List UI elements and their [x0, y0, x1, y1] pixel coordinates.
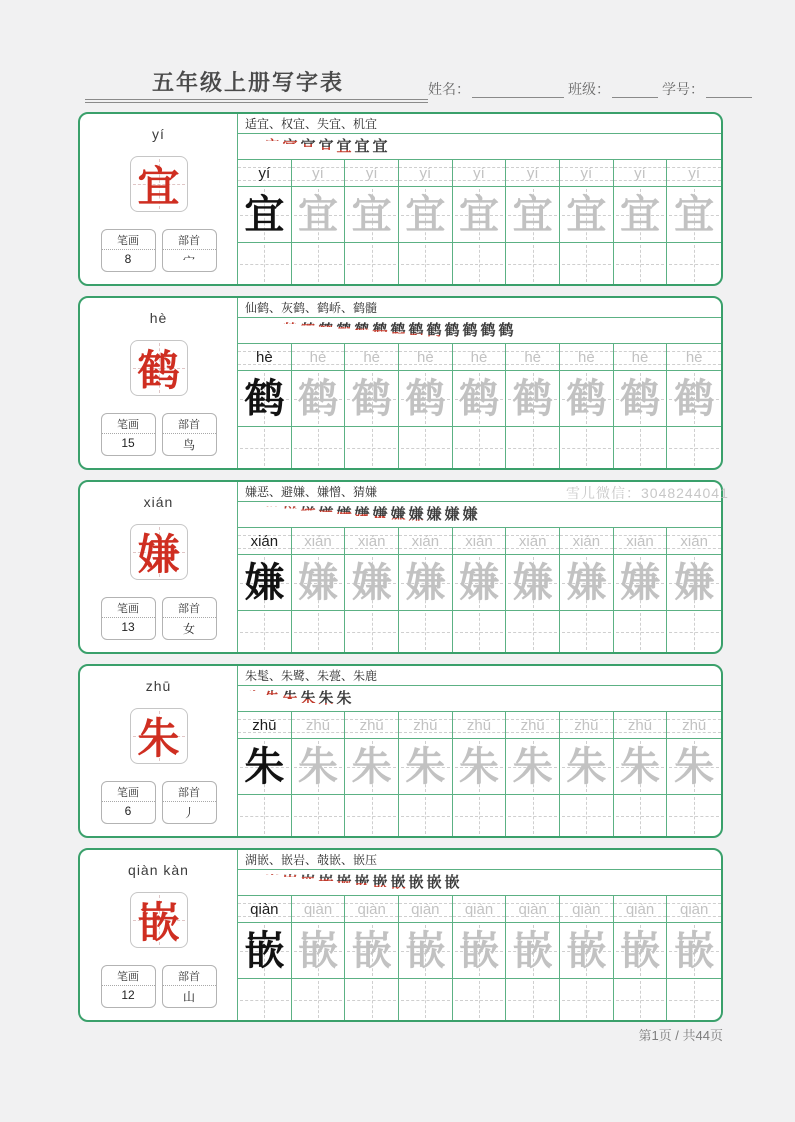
pinyin-cell: qiàn [614, 896, 668, 922]
pinyin-cell: hè [292, 344, 346, 370]
stroke-count-label: 笔画 [102, 782, 155, 802]
empty-cell [292, 979, 346, 1020]
character-card [130, 892, 188, 948]
pinyin-cell: zhū [560, 712, 614, 738]
pinyin-practice-row [238, 528, 721, 555]
stroke-step: 鹤 [353, 319, 371, 343]
character-cell: 朱 [614, 739, 668, 794]
stroke-step: 嵌 [371, 871, 389, 895]
radical-box [162, 597, 217, 640]
pinyin-cell: zhū [506, 712, 560, 738]
character-cell: 朱 [238, 739, 292, 794]
stroke-step: 嵌 [425, 871, 443, 895]
pinyin-cell: xián [560, 528, 614, 554]
stroke-step: 嫌 [263, 503, 281, 527]
stroke-count-label: 笔画 [102, 966, 155, 986]
pinyin-label: zhū [145, 678, 172, 694]
radical-value: 丿 [182, 806, 195, 820]
pinyin-cell: yí [614, 160, 668, 186]
pinyin-cell: hè [399, 344, 453, 370]
class-label: 班级： [568, 81, 610, 97]
stroke-count-label: 笔画 [102, 230, 155, 250]
character-cell: 嵌 [560, 923, 614, 978]
character-card [130, 524, 188, 580]
character-block [78, 664, 723, 838]
character-cell: 嫌 [238, 555, 292, 610]
empty-cell [560, 243, 614, 284]
stroke-step: 鹤 [479, 319, 497, 343]
stroke-step: 朱 [263, 687, 281, 711]
pinyin-cell: yí [506, 160, 560, 186]
radical-value: 女 [182, 622, 195, 636]
character-cell: 宜 [292, 187, 346, 242]
stroke-step: 宜 [281, 135, 299, 159]
character-summary-panel [80, 666, 237, 836]
empty-cell [453, 979, 507, 1020]
character-cell: 鹤 [292, 371, 346, 426]
empty-cell [238, 243, 292, 284]
stroke-step: 朱 [335, 687, 353, 711]
radical-value: 宀 [182, 254, 195, 268]
stroke-step: 宜 [317, 135, 335, 159]
practice-grid-panel [237, 666, 721, 836]
main-character: 宜 [137, 163, 180, 210]
pinyin-cell: yí [345, 160, 399, 186]
pinyin-cell: zhū [238, 712, 292, 738]
pinyin-cell: xián [345, 528, 399, 554]
stroke-step: 嵌 [263, 871, 281, 895]
empty-cell [345, 611, 399, 652]
character-practice-row [238, 187, 721, 243]
stroke-step: 鹤 [407, 319, 425, 343]
pinyin-cell: hè [560, 344, 614, 370]
stroke-step: 宜 [263, 135, 281, 159]
pinyin-label: yí [152, 126, 165, 142]
pinyin-practice-row [238, 896, 721, 923]
stroke-step: 嫌 [443, 503, 461, 527]
pinyin-cell: yí [453, 160, 507, 186]
stroke-count-value: 6 [124, 804, 132, 818]
stroke-count-value: 8 [124, 252, 132, 266]
pinyin-cell: qiàn [453, 896, 507, 922]
empty-cell [399, 611, 453, 652]
pinyin-cell: yí [292, 160, 346, 186]
radical-label: 部首 [163, 230, 216, 250]
character-practice-row [238, 555, 721, 611]
stroke-step: 嵌 [281, 871, 299, 895]
stroke-step: 鹤 [317, 319, 335, 343]
radical-box [162, 229, 217, 272]
example-words: 朱髦、朱鹭、朱甍、朱鹿 [238, 666, 721, 686]
character-cell: 朱 [667, 739, 721, 794]
character-cell: 鹤 [614, 371, 668, 426]
character-cell: 嫌 [453, 555, 507, 610]
empty-cell [667, 427, 721, 468]
empty-cell [614, 979, 668, 1020]
stroke-count-value: 15 [121, 436, 135, 450]
stroke-step: 宜 [245, 135, 263, 159]
stroke-step: 嵌 [389, 871, 407, 895]
stroke-step: 鹤 [371, 319, 389, 343]
empty-cell [345, 243, 399, 284]
stroke-step: 朱 [317, 687, 335, 711]
practice-grid-panel [237, 850, 721, 1020]
character-summary-panel [80, 298, 237, 468]
pinyin-label: xián [143, 494, 174, 510]
empty-cell [238, 795, 292, 836]
stroke-step: 鹤 [425, 319, 443, 343]
info-boxes [80, 597, 237, 640]
empty-cell [667, 979, 721, 1020]
character-cell: 朱 [292, 739, 346, 794]
character-cell: 嵌 [399, 923, 453, 978]
pinyin-cell: qiàn [506, 896, 560, 922]
example-words: 适宜、权宜、失宜、机宜 [238, 114, 721, 134]
empty-cell [506, 611, 560, 652]
pinyin-cell: hè [614, 344, 668, 370]
example-words: 嫌恶、避嫌、嫌憎、猜嫌 [238, 482, 721, 502]
empty-cell [560, 611, 614, 652]
pinyin-cell: hè [238, 344, 292, 370]
stroke-step: 嫌 [371, 503, 389, 527]
practice-grid-panel [237, 482, 721, 652]
pinyin-cell: qiàn [345, 896, 399, 922]
character-cell: 嫌 [399, 555, 453, 610]
character-cell: 嫌 [560, 555, 614, 610]
stroke-order-row [238, 686, 721, 712]
stroke-step: 嫌 [299, 503, 317, 527]
stroke-step: 嫌 [407, 503, 425, 527]
empty-cell [506, 979, 560, 1020]
character-cell: 嵌 [238, 923, 292, 978]
stroke-step: 嫌 [353, 503, 371, 527]
character-cell: 鹤 [238, 371, 292, 426]
empty-cell [345, 795, 399, 836]
example-words: 仙鹤、灰鹤、鹤峤、鹤髓 [238, 298, 721, 318]
character-card [130, 708, 188, 764]
stroke-count-box [101, 965, 156, 1008]
pinyin-practice-row [238, 712, 721, 739]
stroke-step: 鹤 [443, 319, 461, 343]
main-character: 嵌 [137, 899, 180, 946]
stroke-step: 嫌 [461, 503, 479, 527]
empty-cell [453, 243, 507, 284]
student-fields [428, 79, 756, 99]
pinyin-label: hè [149, 310, 168, 326]
empty-cell [238, 611, 292, 652]
page-number: 第1页 / 共44页 [638, 1028, 723, 1043]
empty-cell [560, 979, 614, 1020]
pinyin-cell: xián [238, 528, 292, 554]
pinyin-cell: qiàn [560, 896, 614, 922]
empty-cell [292, 611, 346, 652]
pinyin-cell: yí [238, 160, 292, 186]
radical-value: 山 [182, 990, 195, 1004]
character-cell: 嫌 [345, 555, 399, 610]
character-cell: 朱 [453, 739, 507, 794]
pinyin-cell: qiàn [292, 896, 346, 922]
stroke-step: 嫌 [335, 503, 353, 527]
character-cell: 嵌 [345, 923, 399, 978]
character-cell: 嵌 [614, 923, 668, 978]
character-summary-panel [80, 114, 237, 284]
empty-cell [560, 795, 614, 836]
character-practice-row [238, 371, 721, 427]
character-cell: 宜 [560, 187, 614, 242]
character-cell: 宜 [238, 187, 292, 242]
pinyin-cell: hè [667, 344, 721, 370]
empty-cell [453, 611, 507, 652]
empty-cell [506, 427, 560, 468]
character-cell: 鹤 [667, 371, 721, 426]
character-cell: 宜 [614, 187, 668, 242]
empty-practice-row [238, 611, 721, 652]
empty-cell [399, 243, 453, 284]
character-cell: 鹤 [506, 371, 560, 426]
title-underline [85, 99, 428, 103]
empty-cell [506, 243, 560, 284]
stroke-order-row [238, 134, 721, 160]
practice-grid-panel [237, 298, 721, 468]
character-block [78, 296, 723, 470]
character-practice-row [238, 739, 721, 795]
radical-label: 部首 [163, 414, 216, 434]
empty-cell [614, 427, 668, 468]
character-practice-row [238, 923, 721, 979]
character-cell: 鹤 [453, 371, 507, 426]
pinyin-cell: qiàn [238, 896, 292, 922]
empty-cell [345, 427, 399, 468]
empty-cell [238, 979, 292, 1020]
info-boxes [80, 781, 237, 824]
stroke-count-box [101, 781, 156, 824]
pinyin-label: qiàn kàn [128, 862, 189, 878]
main-character: 朱 [137, 715, 180, 762]
character-summary-panel [80, 482, 237, 652]
character-cell: 嵌 [292, 923, 346, 978]
stroke-step: 朱 [281, 687, 299, 711]
empty-practice-row [238, 979, 721, 1020]
character-card [130, 156, 188, 212]
character-cell: 朱 [399, 739, 453, 794]
stroke-step: 朱 [245, 687, 263, 711]
empty-cell [399, 795, 453, 836]
radical-box [162, 965, 217, 1008]
pinyin-cell: xián [399, 528, 453, 554]
stroke-step: 嫌 [245, 503, 263, 527]
empty-cell [614, 611, 668, 652]
character-cell: 嫌 [292, 555, 346, 610]
character-block [78, 112, 723, 286]
radical-label: 部首 [163, 966, 216, 986]
character-cell: 嫌 [667, 555, 721, 610]
character-cell: 鹤 [560, 371, 614, 426]
stroke-order-row [238, 318, 721, 344]
empty-cell [292, 243, 346, 284]
pinyin-cell: qiàn [399, 896, 453, 922]
empty-cell [399, 427, 453, 468]
stroke-step: 嫌 [425, 503, 443, 527]
character-cell: 鹤 [399, 371, 453, 426]
stroke-count-value: 12 [121, 988, 135, 1002]
name-field[interactable] [472, 82, 564, 98]
radical-label: 部首 [163, 782, 216, 802]
character-cell: 嫌 [614, 555, 668, 610]
empty-cell [399, 979, 453, 1020]
stroke-step: 宜 [335, 135, 353, 159]
stroke-step: 嫌 [281, 503, 299, 527]
stroke-step: 鹤 [245, 319, 263, 343]
pinyin-cell: xián [292, 528, 346, 554]
stroke-count-box [101, 229, 156, 272]
stroke-count-box [101, 597, 156, 640]
stroke-order-row [238, 870, 721, 896]
stroke-step: 鹤 [389, 319, 407, 343]
character-cell: 朱 [506, 739, 560, 794]
pinyin-cell: qiàn [667, 896, 721, 922]
stroke-step: 鹤 [263, 319, 281, 343]
stroke-step: 鹤 [281, 319, 299, 343]
stroke-step: 嵌 [443, 871, 461, 895]
class-field[interactable] [612, 82, 658, 98]
empty-cell [560, 427, 614, 468]
empty-cell [667, 795, 721, 836]
pinyin-practice-row [238, 160, 721, 187]
character-cell: 嵌 [667, 923, 721, 978]
stroke-step: 鹤 [497, 319, 515, 343]
pinyin-cell: zhū [399, 712, 453, 738]
character-cell: 嫌 [506, 555, 560, 610]
pinyin-cell: zhū [345, 712, 399, 738]
info-boxes [80, 229, 237, 272]
character-cell: 宜 [453, 187, 507, 242]
pinyin-cell: hè [506, 344, 560, 370]
empty-cell [292, 427, 346, 468]
radical-label: 部首 [163, 598, 216, 618]
pinyin-cell: zhū [292, 712, 346, 738]
character-cell: 鹤 [345, 371, 399, 426]
info-boxes [80, 413, 237, 456]
pinyin-practice-row [238, 344, 721, 371]
stroke-step: 嫌 [389, 503, 407, 527]
practice-grid-panel [237, 114, 721, 284]
character-block [78, 848, 723, 1022]
empty-cell [238, 427, 292, 468]
empty-practice-row [238, 795, 721, 836]
watermark: 雪儿微信：3048244041 [566, 485, 729, 501]
stroke-step: 嵌 [245, 871, 263, 895]
empty-cell [614, 795, 668, 836]
stroke-order-row [238, 502, 721, 528]
character-cell: 宜 [667, 187, 721, 242]
stroke-step: 鹤 [335, 319, 353, 343]
empty-cell [453, 795, 507, 836]
pinyin-cell: zhū [614, 712, 668, 738]
info-boxes [80, 965, 237, 1008]
empty-practice-row [238, 427, 721, 468]
empty-cell [506, 795, 560, 836]
example-words: 湖嵌、嵌岩、攲嵌、嵌压 [238, 850, 721, 870]
character-cell: 宜 [399, 187, 453, 242]
character-cell: 朱 [560, 739, 614, 794]
page-title: 五年级上册写字表 [152, 70, 345, 95]
id-field[interactable] [706, 82, 752, 98]
stroke-count-label: 笔画 [102, 598, 155, 618]
stroke-step: 嵌 [353, 871, 371, 895]
empty-cell [667, 243, 721, 284]
empty-cell [614, 243, 668, 284]
stroke-step: 宜 [353, 135, 371, 159]
pinyin-cell: xián [453, 528, 507, 554]
stroke-step: 宜 [371, 135, 389, 159]
character-cell: 嵌 [506, 923, 560, 978]
stroke-count-value: 13 [121, 620, 135, 634]
stroke-step: 嫌 [317, 503, 335, 527]
stroke-count-box [101, 413, 156, 456]
empty-cell [667, 611, 721, 652]
empty-cell [345, 979, 399, 1020]
pinyin-cell: yí [667, 160, 721, 186]
character-cell: 宜 [506, 187, 560, 242]
stroke-step: 朱 [299, 687, 317, 711]
main-character: 嫌 [137, 531, 180, 578]
stroke-step: 鹤 [299, 319, 317, 343]
radical-box [162, 413, 217, 456]
stroke-step: 嵌 [335, 871, 353, 895]
stroke-step: 嵌 [299, 871, 317, 895]
character-blocks-container [78, 112, 723, 1022]
main-character: 鹤 [137, 347, 180, 394]
character-card [130, 340, 188, 396]
pinyin-cell: yí [399, 160, 453, 186]
character-block [78, 480, 723, 654]
pinyin-cell: hè [453, 344, 507, 370]
stroke-step: 嵌 [317, 871, 335, 895]
pinyin-cell: zhū [667, 712, 721, 738]
stroke-step: 嵌 [407, 871, 425, 895]
name-label: 姓名： [428, 81, 470, 97]
radical-box [162, 781, 217, 824]
stroke-step: 宜 [299, 135, 317, 159]
pinyin-cell: xián [614, 528, 668, 554]
pinyin-cell: zhū [453, 712, 507, 738]
character-summary-panel [80, 850, 237, 1020]
pinyin-cell: xián [667, 528, 721, 554]
character-cell: 朱 [345, 739, 399, 794]
character-cell: 嵌 [453, 923, 507, 978]
empty-practice-row [238, 243, 721, 284]
pinyin-cell: xián [506, 528, 560, 554]
character-cell: 宜 [345, 187, 399, 242]
pinyin-cell: yí [560, 160, 614, 186]
radical-value: 鸟 [182, 438, 195, 452]
stroke-count-label: 笔画 [102, 414, 155, 434]
stroke-step: 鹤 [461, 319, 479, 343]
pinyin-cell: hè [345, 344, 399, 370]
empty-cell [453, 427, 507, 468]
empty-cell [292, 795, 346, 836]
id-label: 学号： [662, 81, 704, 97]
